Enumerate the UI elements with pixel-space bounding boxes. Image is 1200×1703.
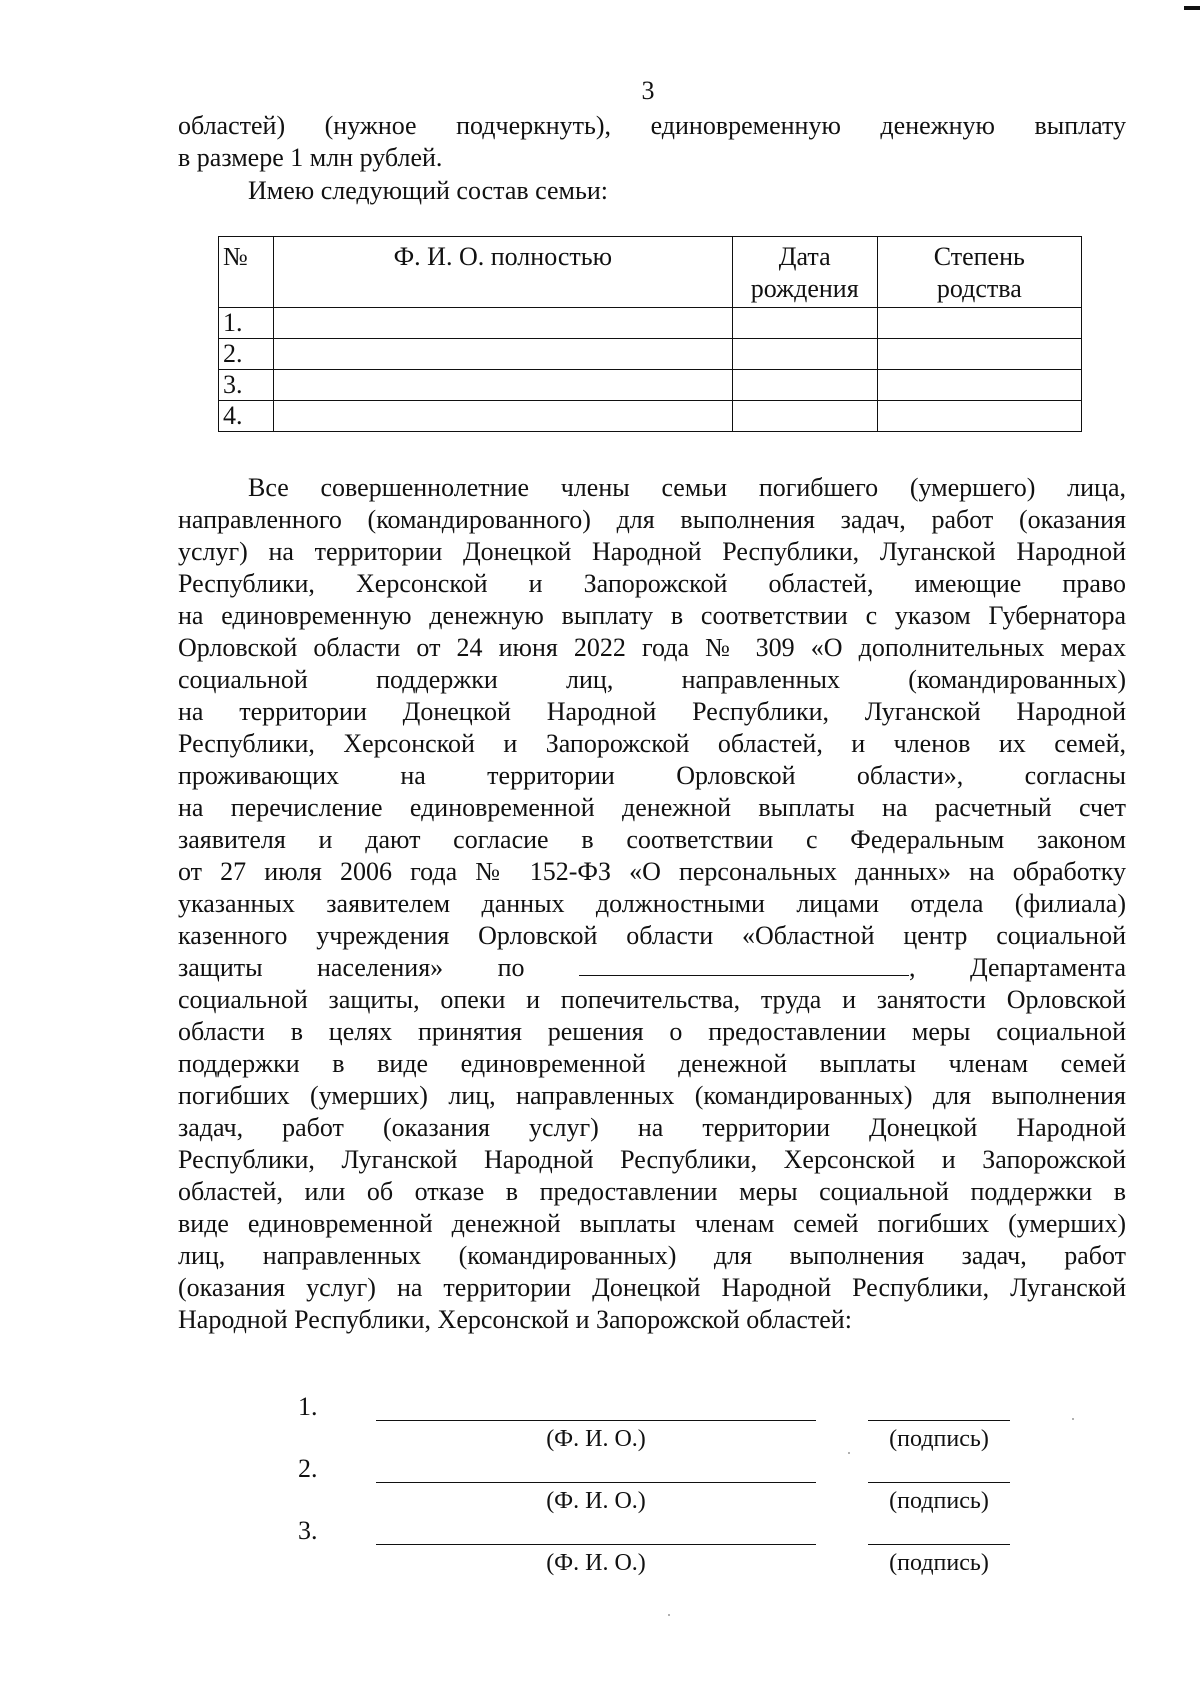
signature-number: 1.: [298, 1392, 318, 1421]
signature-line[interactable]: [868, 1482, 1010, 1483]
paragraph-line: услуг) на территории Донецкой Народной Республики, Луганской Народной: [178, 537, 1126, 566]
paragraph-line: Все совершеннолетние члены семьи погибшего (умершего) лица,: [248, 473, 1126, 502]
paragraph-line: Республики, Херсонской и Запорожской областей, имеющие право: [178, 569, 1126, 598]
table-header-row: [219, 237, 1082, 308]
header-number: №: [219, 237, 274, 308]
scan-corner-mark: [1184, 6, 1200, 10]
name-caption: (Ф. И. О.): [546, 1426, 646, 1452]
paragraph-line: от 27 июля 2006 года № 152-ФЗ «О персональных данных» на обработку: [178, 857, 1126, 886]
header-full-name: Ф. И. О. полностью: [273, 237, 732, 308]
scan-speck: [668, 1614, 670, 1616]
header-birth-date: Дата рождения: [732, 237, 877, 308]
row-number: 3.: [219, 370, 274, 401]
cell-birth-date[interactable]: [732, 401, 877, 432]
scan-speck: [1072, 1418, 1074, 1420]
scan-speck: [848, 1452, 850, 1454]
paragraph-line: задач, работ (оказания услуг) на территории Донецкой Народной: [178, 1113, 1126, 1142]
table-row: [219, 308, 1082, 339]
department-blank-field[interactable]: [579, 953, 909, 976]
signature-line[interactable]: [868, 1544, 1010, 1545]
row-number: 2.: [219, 339, 274, 370]
family-intro-text: Имею следующий состав семьи:: [248, 176, 608, 205]
paragraph-line: лиц, направленных (командированных) для выполнения задач, работ: [178, 1241, 1126, 1270]
paragraph-line: направленного (командированного) для выполнения задач, работ (оказания: [178, 505, 1126, 534]
paragraph-line: (оказания услуг) на территории Донецкой Народной Республики, Луганской: [178, 1273, 1126, 1302]
signature-caption: (подпись): [889, 1426, 989, 1452]
cell-relationship[interactable]: [877, 401, 1081, 432]
cell-birth-date[interactable]: [732, 370, 877, 401]
paragraph-line: социальной поддержки лиц, направленных (командированных): [178, 665, 1126, 694]
cell-full-name[interactable]: [273, 308, 732, 339]
intro-line: областей) (нужное подчеркнуть), единовременную денежную выплату: [178, 111, 1126, 140]
signature-caption: (подпись): [889, 1488, 989, 1514]
row-number: 1.: [219, 308, 274, 339]
paragraph-line: Республики, Херсонской и Запорожской областей, и членов их семей,: [178, 729, 1126, 758]
signature-row: [0, 1516, 1200, 1576]
paragraph-line: на территории Донецкой Народной Республики, Луганской Народной: [178, 697, 1126, 726]
signature-number: 2.: [298, 1454, 318, 1483]
cell-relationship[interactable]: [877, 339, 1081, 370]
cell-birth-date[interactable]: [732, 308, 877, 339]
table-row: [219, 401, 1082, 432]
paragraph-line: Народной Республики, Херсонской и Запорожской областей:: [178, 1305, 852, 1334]
paragraph-line: указанных заявителем данных должностными лицами отдела (филиала): [178, 889, 1126, 918]
blank-line-suffix: , Департамента: [909, 953, 1126, 982]
name-caption: (Ф. И. О.): [546, 1488, 646, 1514]
paragraph-line: казенного учреждения Орловской области «Областной центр социальной: [178, 921, 1126, 950]
cell-full-name[interactable]: [273, 401, 732, 432]
paragraph-line: области в целях принятия решения о предоставлении меры социальной: [178, 1017, 1126, 1046]
signature-number: 3.: [298, 1516, 318, 1545]
paragraph-line: на единовременную денежную выплату в соответствии с указом Губернатора: [178, 601, 1126, 630]
intro-paragraph: [178, 110, 1126, 174]
table-row: [219, 339, 1082, 370]
cell-relationship[interactable]: [877, 308, 1081, 339]
cell-relationship[interactable]: [877, 370, 1081, 401]
family-composition-table: [218, 236, 1082, 432]
blank-line-prefix: защиты населения» по: [178, 953, 525, 982]
intro-line: в размере 1 млн рублей.: [178, 143, 443, 172]
paragraph-line: социальной защиты, опеки и попечительства, труда и занятости Орловской: [178, 985, 1126, 1014]
cell-full-name[interactable]: [273, 339, 732, 370]
cell-full-name[interactable]: [273, 370, 732, 401]
paragraph-line: Орловской области от 24 июня 2022 года № 309 «О дополнительных мерах: [178, 633, 1126, 662]
blank-fill-line: [178, 952, 1126, 984]
paragraph-line: виде единовременной денежной выплаты членам семей погибших (умерших): [178, 1209, 1126, 1238]
family-intro: [178, 175, 1126, 207]
paragraph-line: погибших (умерших) лиц, направленных (командированных) для выполнения: [178, 1081, 1126, 1110]
paragraph-line: заявителя и дают согласие в соответствии с Федеральным законом: [178, 825, 1126, 854]
paragraph-line: проживающих на территории Орловской области», согласны: [178, 761, 1126, 790]
cell-birth-date[interactable]: [732, 339, 877, 370]
signature-line[interactable]: [868, 1420, 1010, 1421]
name-signature-line[interactable]: [376, 1420, 816, 1421]
signature-row: [0, 1392, 1200, 1452]
signature-row: [0, 1454, 1200, 1514]
signature-caption: (подпись): [889, 1550, 989, 1576]
paragraph-line: областей, или об отказе в предоставлении меры социальной поддержки в: [178, 1177, 1126, 1206]
consent-paragraph: [178, 472, 1126, 1336]
page-number: 3: [641, 76, 655, 105]
header-relationship: Степень родства: [877, 237, 1081, 308]
name-signature-line[interactable]: [376, 1544, 816, 1545]
name-signature-line[interactable]: [376, 1482, 816, 1483]
paragraph-line: поддержки в виде единовременной денежной выплаты членам семей: [178, 1049, 1126, 1078]
paragraph-line: Республики, Луганской Народной Республики, Херсонской и Запорожской: [178, 1145, 1126, 1174]
paragraph-line: на перечисление единовременной денежной выплаты на расчетный счет: [178, 793, 1126, 822]
row-number: 4.: [219, 401, 274, 432]
name-caption: (Ф. И. О.): [546, 1550, 646, 1576]
table-row: [219, 370, 1082, 401]
